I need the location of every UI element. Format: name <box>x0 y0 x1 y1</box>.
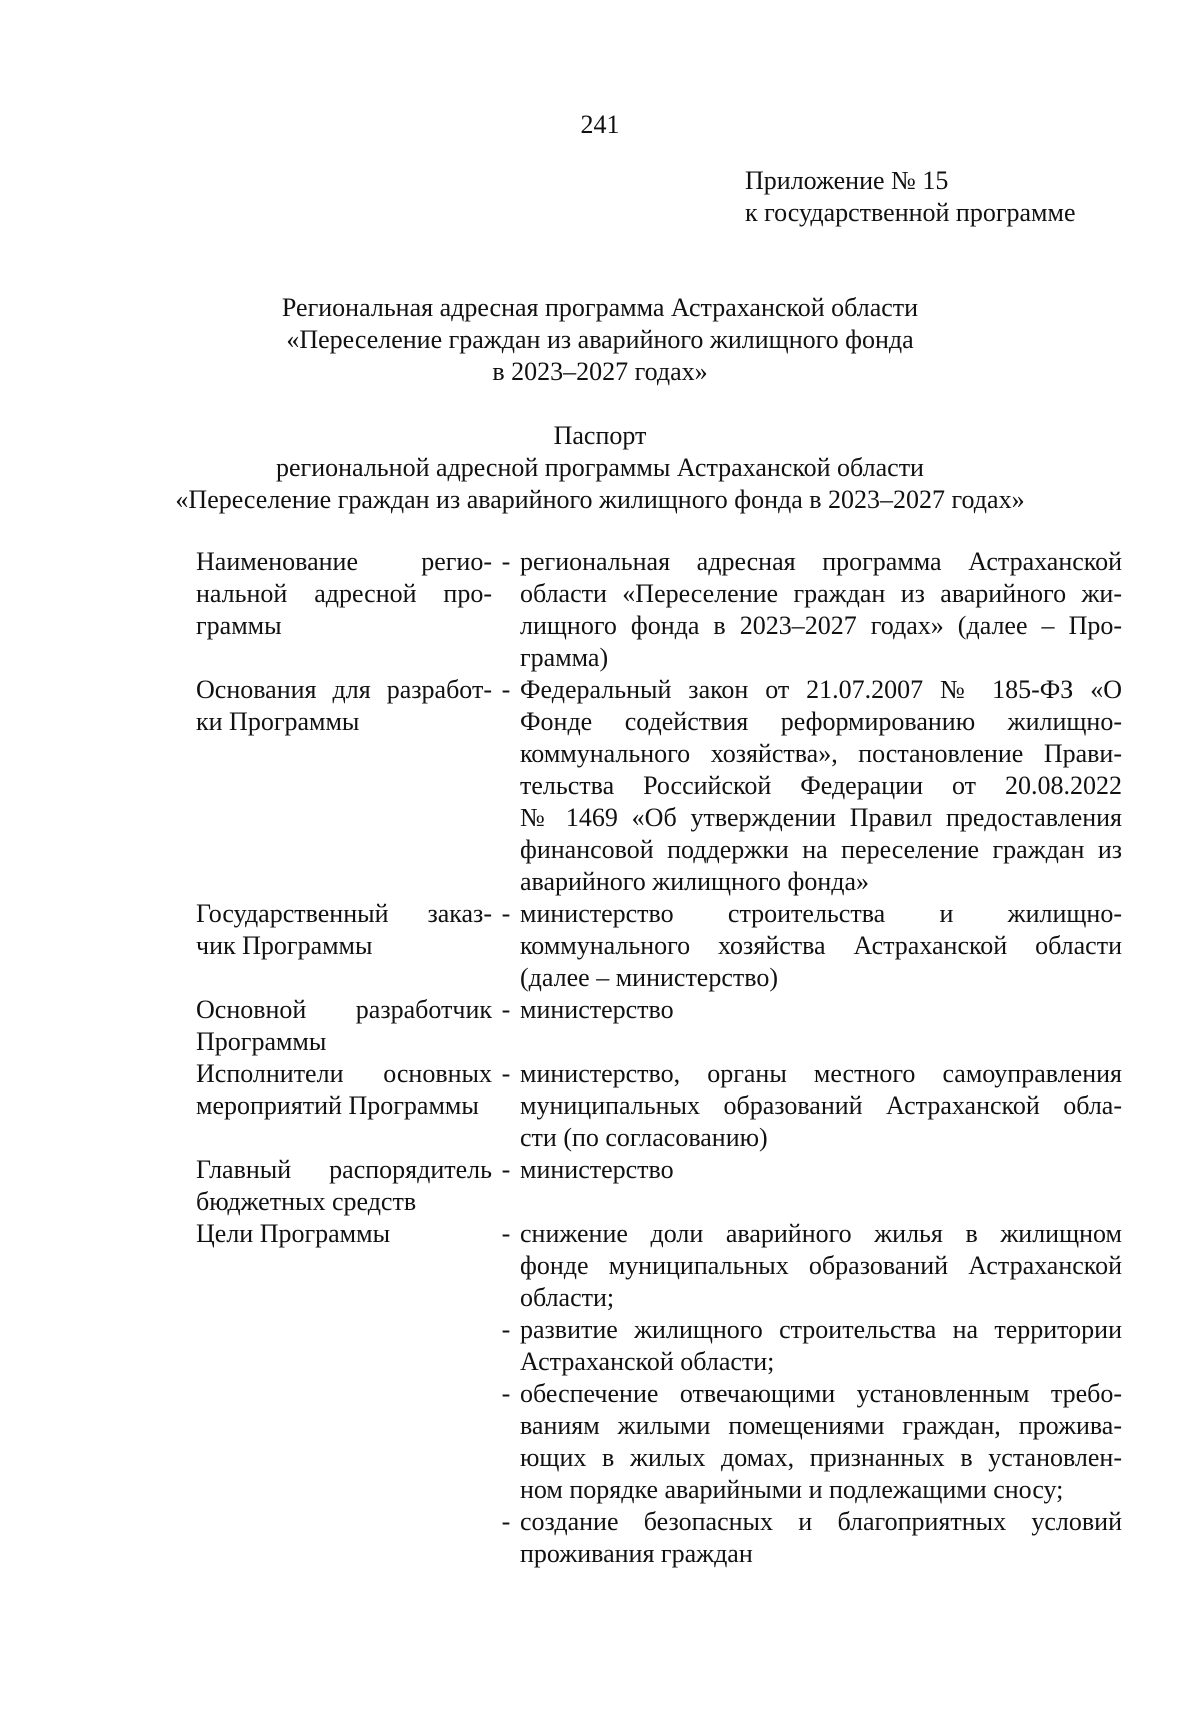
goal-text-line: снижение доли аварийного жилья в жилищном <box>520 1219 1122 1248</box>
passport-row-goals <box>196 1218 1126 1570</box>
row-label-line: мероприятий Программы <box>196 1091 479 1120</box>
passport-title-line-3: «Переселение граждан из аварийного жилищного фонда в 2023–2027 годах» <box>175 485 1025 514</box>
row-label <box>196 994 492 1058</box>
row-value-line: № 1469 «Об утверждении Правил предоставления <box>520 803 1122 832</box>
row-value-line: министерство, органы местного самоуправления <box>520 1059 1122 1088</box>
row-label <box>196 1154 492 1218</box>
goal-dash: - <box>501 1379 511 1408</box>
passport-row <box>196 1058 1126 1154</box>
row-value-line: области «Переселение граждан из аварийного жи- <box>520 579 1122 608</box>
row-label-line: Основной разработчик <box>196 995 492 1024</box>
row-label <box>196 546 492 642</box>
row-value-line: Федеральный закон от 21.07.2007 № 185-ФЗ «О <box>520 675 1122 704</box>
goals-label <box>196 1218 492 1250</box>
goal-text <box>520 1378 1122 1506</box>
row-value <box>520 994 1122 1026</box>
goal-item <box>492 1218 1122 1314</box>
passport-row <box>196 1154 1126 1218</box>
passport-table <box>196 546 1126 1570</box>
row-value-line: коммунального хозяйства Астраханской области <box>520 931 1122 960</box>
goal-item <box>492 1314 1122 1378</box>
row-value-line: региональная адресная программа Астраханской <box>520 547 1122 576</box>
row-value-line: Фонде содействия реформированию жилищно- <box>520 707 1122 736</box>
row-label-line: ки Программы <box>196 707 360 736</box>
row-value <box>520 546 1122 674</box>
row-value <box>520 898 1122 994</box>
row-label-line: чик Программы <box>196 931 373 960</box>
row-value-line: коммунального хозяйства», постановление Прави- <box>520 739 1122 768</box>
row-value-line: аварийного жилищного фонда» <box>520 867 870 896</box>
goal-text-line: проживания граждан <box>520 1539 753 1568</box>
goal-item <box>492 1506 1122 1570</box>
row-label <box>196 1058 492 1122</box>
row-value-line: министерство <box>520 1155 674 1184</box>
row-label-line: Государственный заказ- <box>196 899 492 928</box>
passport-title-line-1: Паспорт <box>553 421 647 450</box>
row-value <box>520 1058 1122 1154</box>
row-value-line: тельства Российской Федерации от 20.08.2022 <box>520 771 1122 800</box>
row-value-line: муниципальных образований Астраханской обла- <box>520 1091 1122 1120</box>
goals-label-line: Цели Программы <box>196 1219 391 1248</box>
goal-text <box>520 1314 1122 1378</box>
row-value-line: лищного фонда в 2023–2027 годах» (далее – Про- <box>520 611 1122 640</box>
goal-text-line: ющих в жилых домах, признанных в установлен- <box>520 1443 1122 1472</box>
row-dash: - <box>501 547 511 576</box>
goal-dash: - <box>501 1507 511 1536</box>
appendix-heading <box>745 165 1076 229</box>
goal-text-line: создание безопасных и благоприятных условий <box>520 1507 1122 1536</box>
row-value-line: грамма) <box>520 643 609 672</box>
row-value-line: сти (по согласованию) <box>520 1123 768 1152</box>
row-value-line: министерство <box>520 995 674 1024</box>
row-value <box>520 1154 1122 1186</box>
passport-row <box>196 546 1126 674</box>
goal-text-line: Астраханской области; <box>520 1347 775 1376</box>
passport-row <box>196 674 1126 898</box>
goal-dash: - <box>501 1315 511 1344</box>
goal-text-line: фонде муниципальных образований Астраханской <box>520 1251 1122 1280</box>
row-label-line: Основания для разработ- <box>196 675 492 704</box>
row-label <box>196 898 492 962</box>
row-label-line: Исполнители основных <box>196 1059 492 1088</box>
row-value <box>520 674 1122 898</box>
goal-text-line: области; <box>520 1283 615 1312</box>
goal-text-line: обеспечение отвечающими установленным требо- <box>520 1379 1122 1408</box>
appendix-line-2: к государственной программе <box>745 198 1076 227</box>
row-label-line: Программы <box>196 1027 327 1056</box>
passport-title <box>0 420 1200 516</box>
row-dash: - <box>501 1155 511 1184</box>
goal-text-line: развитие жилищного строительства на территории <box>520 1315 1122 1344</box>
goal-text <box>520 1506 1122 1570</box>
program-title <box>0 292 1200 388</box>
row-label-line: граммы <box>196 611 282 640</box>
row-label-line: Наименование регио- <box>196 547 492 576</box>
row-label <box>196 674 492 738</box>
passport-row <box>196 898 1126 994</box>
row-label-line: нальной адресной про- <box>196 579 492 608</box>
goal-dash: - <box>501 1219 511 1248</box>
row-label-line: бюджетных средств <box>196 1187 417 1216</box>
row-label-line: Главный распорядитель <box>196 1155 492 1184</box>
row-dash: - <box>501 899 511 928</box>
passport-row <box>196 994 1126 1058</box>
goal-text-line: ном порядке аварийными и подлежащими сносу; <box>520 1475 1064 1504</box>
passport-title-line-2: региональной адресной программы Астраханской области <box>276 453 924 482</box>
row-value-line: (далее – министерство) <box>520 963 779 992</box>
program-title-line-3: в 2023–2027 годах» <box>492 357 708 386</box>
goals-list <box>501 1218 1122 1570</box>
row-value-line: финансовой поддержки на переселение граждан из <box>520 835 1122 864</box>
row-value-line: министерство строительства и жилищно- <box>520 899 1122 928</box>
page-number: 241 <box>580 110 620 139</box>
row-dash: - <box>501 1059 511 1088</box>
goal-text-line: ваниям жилыми помещениями граждан, прожива- <box>520 1411 1122 1440</box>
row-dash: - <box>501 675 511 704</box>
row-dash: - <box>501 995 511 1024</box>
program-title-line-1: Региональная адресная программа Астраханской области <box>281 293 919 322</box>
program-title-line-2: «Переселение граждан из аварийного жилищного фонда <box>286 325 914 354</box>
appendix-line-1: Приложение № 15 <box>745 166 949 195</box>
goal-text <box>520 1218 1122 1314</box>
goal-item <box>492 1378 1122 1506</box>
